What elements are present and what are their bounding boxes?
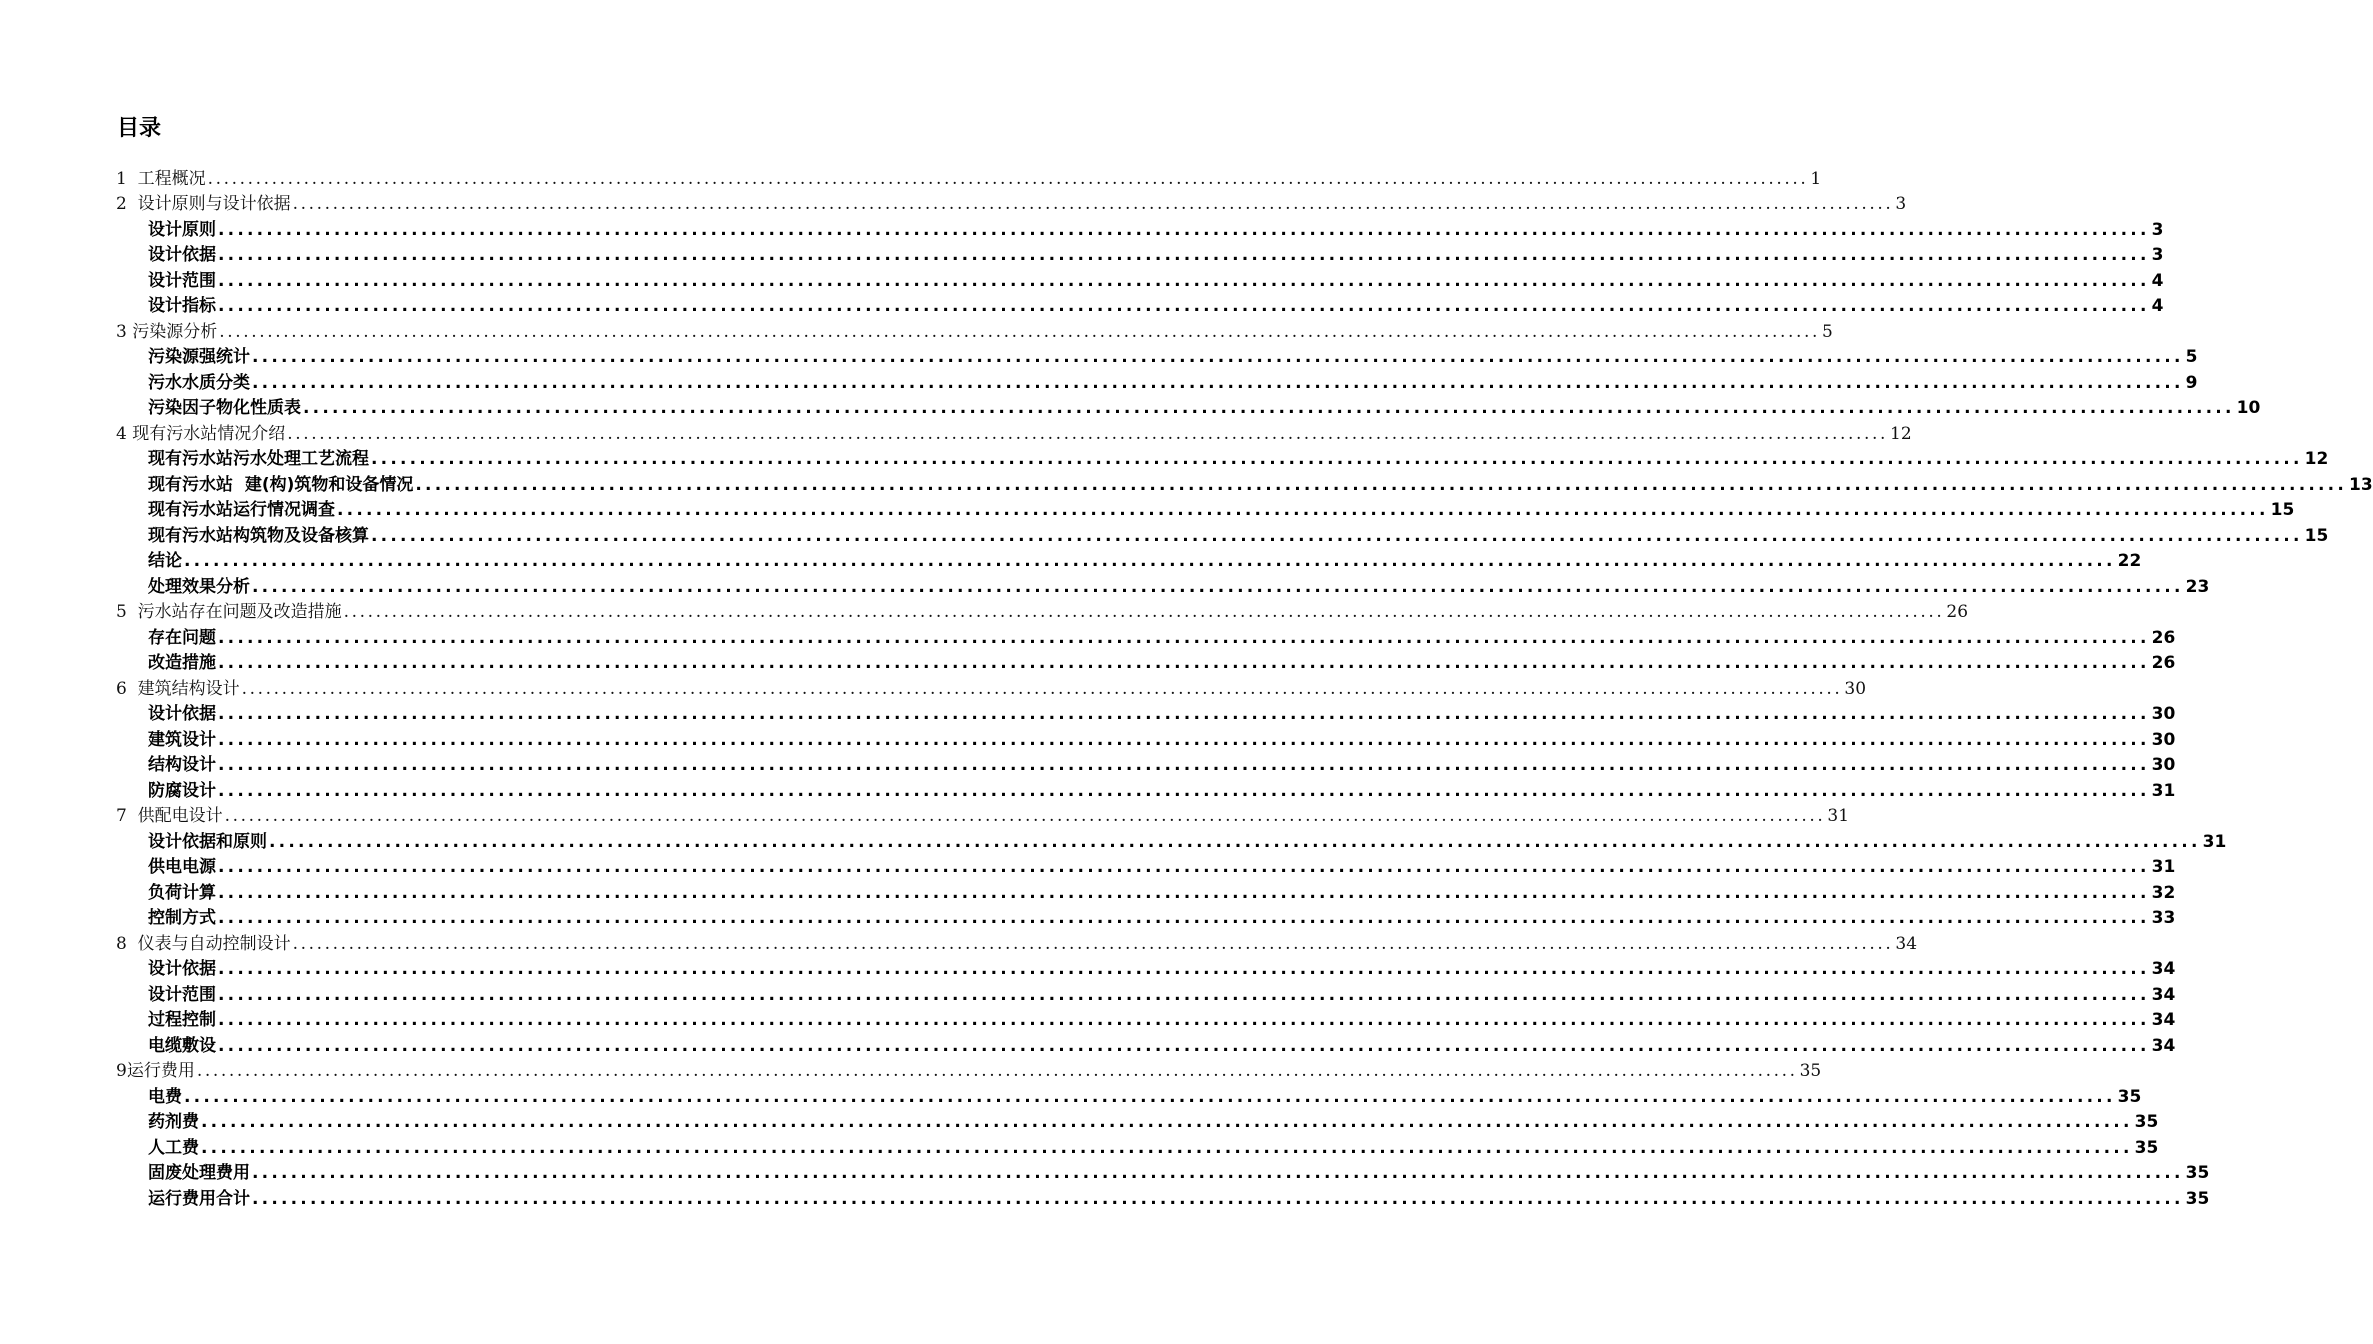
toc-page-number: 35 xyxy=(2117,1086,2142,1107)
toc-dot-leader: ........................................................................................................................................................................................................ xyxy=(218,984,2150,1005)
toc-page-number: 26 xyxy=(1946,602,1969,622)
toc-entry-label: 设计依据 xyxy=(148,959,216,979)
toc-page-number: 31 xyxy=(2151,780,2176,801)
toc-chapter-entry[interactable] xyxy=(0,1058,1822,1084)
toc-page-number: 34 xyxy=(1895,933,1918,954)
toc-section-entry[interactable] xyxy=(0,344,2198,370)
toc-dot-leader: ........................................................................................................................................................................................................ xyxy=(371,449,2303,469)
toc-chapter-entry[interactable] xyxy=(0,599,1969,625)
toc-dot-leader: ........................................................................................................................................................................................................ xyxy=(218,704,2150,724)
toc-entry-label: 防腐设计 xyxy=(148,780,216,801)
toc-dot-leader: ........................................................................................................................................................................................................ xyxy=(218,908,2150,928)
toc-dot-leader: ........................................................................................................................................................................................................ xyxy=(343,602,1945,622)
toc-dot-leader: ........................................................................................................................................................................................................ xyxy=(218,1010,2150,1030)
toc-dot-leader: ........................................................................................................................................................................................................ xyxy=(218,1035,2150,1056)
toc-dot-leader: ........................................................................................................................................................................................................ xyxy=(218,245,2150,265)
toc-page-number: 32 xyxy=(2151,882,2176,903)
toc-entry-label: 改造措施 xyxy=(148,653,216,673)
toc-dot-leader: ........................................................................................................................................................................................................ xyxy=(252,576,2184,597)
toc-entry-label: 结论 xyxy=(148,551,182,571)
toc-dot-leader: ........................................................................................................................................................................................................ xyxy=(252,1188,2184,1209)
toc-dot-leader: ........................................................................................................................................................................................................ xyxy=(218,755,2150,775)
toc-chapter-entry[interactable] xyxy=(0,191,1907,217)
toc-page-number: 9 xyxy=(2185,372,2198,393)
toc-page-number: 34 xyxy=(2151,959,2176,979)
toc-page-number: 1 xyxy=(1810,168,1822,189)
toc-section-entry[interactable] xyxy=(0,752,2176,778)
toc-entry-label: 控制方式 xyxy=(148,908,216,928)
toc-dot-leader: ........................................................................................................................................................................................................ xyxy=(303,398,2235,418)
toc-chapter-entry[interactable] xyxy=(0,420,1912,446)
toc-section-entry[interactable] xyxy=(0,828,2227,854)
toc-dot-leader: ........................................................................................................................................................................................................ xyxy=(292,933,1894,954)
toc-section-entry[interactable] xyxy=(0,497,2295,523)
toc-entry-label: 污染因子物化性质表 xyxy=(148,398,301,418)
toc-entry-label: 过程控制 xyxy=(148,1010,216,1030)
toc-entry-label: 污染源强统计 xyxy=(148,347,250,367)
toc-entry-label: 设计范围 xyxy=(148,270,216,291)
toc-section-entry[interactable] xyxy=(0,1185,2210,1211)
toc-dot-leader: ........................................................................................................................................................................................................ xyxy=(218,296,2150,316)
toc-entry-label: 供电电源 xyxy=(148,857,216,877)
toc-entry-label: 设计依据 xyxy=(148,245,216,265)
toc-entry-label: 存在问题 xyxy=(148,627,216,648)
toc-entry-label: 6 建筑结构设计 xyxy=(116,678,240,699)
toc-entry-label: 现有污水站构筑物及设备核算 xyxy=(148,525,369,546)
toc-section-entry[interactable] xyxy=(0,956,2176,982)
toc-entry-label: 结构设计 xyxy=(148,755,216,775)
toc-entry-label: 人工费 xyxy=(148,1137,199,1158)
toc-page-number: 30 xyxy=(1844,678,1867,699)
toc-page-number: 31 xyxy=(2151,857,2176,877)
toc-entry-label: 药剂费 xyxy=(148,1112,199,1132)
toc-entry-label: 电费 xyxy=(148,1086,182,1107)
toc-entry-label: 3 污染源分析 xyxy=(116,321,218,342)
toc-page-number: 12 xyxy=(2304,449,2329,469)
toc-dot-leader: ........................................................................................................................................................................................................ xyxy=(224,806,1826,826)
toc-entry-label: 污水水质分类 xyxy=(148,372,250,393)
toc-section-entry[interactable] xyxy=(0,267,2164,293)
toc-section-entry[interactable] xyxy=(0,548,2142,574)
toc-dot-leader: ........................................................................................................................................................................................................ xyxy=(201,1112,2133,1132)
toc-dot-leader: ........................................................................................................................................................................................................ xyxy=(252,347,2184,367)
toc-page-number: 34 xyxy=(2151,1010,2176,1030)
toc-page-number: 30 xyxy=(2151,729,2176,750)
toc-section-entry[interactable] xyxy=(0,1134,2159,1160)
toc-page-number: 35 xyxy=(2134,1137,2159,1158)
toc-entry-label: 2 设计原则与设计依据 xyxy=(116,194,291,214)
toc-page-number: 15 xyxy=(2304,525,2329,546)
toc-entry-label: 建筑设计 xyxy=(148,729,216,750)
toc-page-number: 3 xyxy=(1895,194,1907,214)
toc-entry-label: 现有污水站 建(构)筑物和设备情况 xyxy=(148,474,414,495)
toc-dot-leader: ........................................................................................................................................................................................................ xyxy=(415,474,2347,495)
toc-entry-label: 现有污水站运行情况调查 xyxy=(148,500,335,520)
toc-page-number: 30 xyxy=(2151,755,2176,775)
toc-section-entry[interactable] xyxy=(0,905,2176,931)
toc-entry-label: 设计依据和原则 xyxy=(148,831,267,852)
toc-dot-leader: ........................................................................................................................................................................................................ xyxy=(241,678,1843,699)
toc-dot-leader: ........................................................................................................................................................................................................ xyxy=(218,729,2150,750)
toc-dot-leader: ........................................................................................................................................................................................................ xyxy=(218,780,2150,801)
toc-section-entry[interactable] xyxy=(0,777,2176,803)
toc-section-entry[interactable] xyxy=(0,369,2198,395)
toc-section-entry[interactable] xyxy=(0,1007,2176,1033)
toc-chapter-entry[interactable] xyxy=(0,165,1822,191)
toc-page-number: 34 xyxy=(2151,1035,2176,1056)
toc-entry-label: 5 污水站存在问题及改造措施 xyxy=(116,602,342,622)
toc-page-number: 3 xyxy=(2151,219,2164,240)
toc-dot-leader: ........................................................................................................................................................................................................ xyxy=(218,959,2150,979)
toc-chapter-entry[interactable] xyxy=(0,930,1918,956)
toc-section-entry[interactable] xyxy=(0,242,2164,268)
toc-dot-leader: ........................................................................................................................................................................................................ xyxy=(218,270,2150,291)
toc-section-entry[interactable] xyxy=(0,446,2329,472)
toc-page-number: 22 xyxy=(2117,551,2142,571)
toc-section-entry[interactable] xyxy=(0,1109,2159,1135)
toc-entry-label: 设计范围 xyxy=(148,984,216,1005)
toc-dot-leader: ........................................................................................................................................................................................................ xyxy=(337,500,2269,520)
toc-entry-label: 设计原则 xyxy=(148,219,216,240)
toc-dot-leader: ........................................................................................................................................................................................................ xyxy=(219,321,1820,342)
toc-section-entry[interactable] xyxy=(0,854,2176,880)
toc-page-number: 35 xyxy=(2185,1163,2210,1183)
toc-entry-label: 4 现有污水站情况介绍 xyxy=(116,423,286,444)
toc-page-number: 33 xyxy=(2151,908,2176,928)
toc-page-number: 26 xyxy=(2151,627,2176,648)
toc-page-number: 35 xyxy=(1799,1061,1822,1081)
toc-section-entry[interactable] xyxy=(0,726,2176,752)
toc-entry-label: 1 工程概况 xyxy=(116,168,206,189)
toc-page-number: 10 xyxy=(2236,398,2261,418)
toc-page-number: 5 xyxy=(1822,321,1833,342)
toc-dot-leader: ........................................................................................................................................................................................................ xyxy=(218,653,2150,673)
toc-page-number: 31 xyxy=(1827,806,1850,826)
toc-page-number: 35 xyxy=(2185,1188,2210,1209)
toc-entry-label: 7 供配电设计 xyxy=(116,806,223,826)
toc-dot-leader: ........................................................................................................................................................................................................ xyxy=(252,372,2184,393)
toc-entry-label: 电缆敷设 xyxy=(148,1035,216,1056)
toc-page-number: 5 xyxy=(2185,347,2198,367)
toc-entry-label: 现有污水站污水处理工艺流程 xyxy=(148,449,369,469)
toc-section-entry[interactable] xyxy=(0,395,2261,421)
toc-page-number: 34 xyxy=(2151,984,2176,1005)
toc-section-entry[interactable] xyxy=(0,471,2373,497)
toc-page-number: 4 xyxy=(2151,270,2164,291)
toc-page-number: 30 xyxy=(2151,704,2176,724)
toc-chapter-entry[interactable] xyxy=(0,803,1850,829)
toc-section-entry[interactable] xyxy=(0,981,2176,1007)
toc-entry-label: 运行费用合计 xyxy=(148,1188,250,1209)
toc-entry-label: 8 仪表与自动控制设计 xyxy=(116,933,291,954)
toc-dot-leader: ........................................................................................................................................................................................................ xyxy=(269,831,2201,852)
toc-page-number: 12 xyxy=(1890,423,1912,444)
toc-section-entry[interactable] xyxy=(0,1083,2142,1109)
toc-page-number: 35 xyxy=(2134,1112,2159,1132)
toc-section-entry[interactable] xyxy=(0,650,2176,676)
toc-dot-leader: ........................................................................................................................................................................................................ xyxy=(218,882,2150,903)
toc-section-entry[interactable] xyxy=(0,624,2176,650)
toc-page-number: 23 xyxy=(2185,576,2210,597)
toc-page-number: 26 xyxy=(2151,653,2176,673)
toc-dot-leader: ........................................................................................................................................................................................................ xyxy=(371,525,2303,546)
toc-section-entry[interactable] xyxy=(0,216,2164,242)
toc-dot-leader: ........................................................................................................................................................................................................ xyxy=(207,168,1809,189)
toc-section-entry[interactable] xyxy=(0,293,2164,319)
toc-dot-leader: ........................................................................................................................................................................................................ xyxy=(287,423,1888,444)
toc-dot-leader: ........................................................................................................................................................................................................ xyxy=(218,857,2150,877)
toc-section-entry[interactable] xyxy=(0,573,2210,599)
toc-page-number: 15 xyxy=(2270,500,2295,520)
toc-entry-label: 9运行费用 xyxy=(116,1061,195,1081)
toc-section-entry[interactable] xyxy=(0,701,2176,727)
toc-dot-leader: ........................................................................................................................................................................................................ xyxy=(196,1061,1798,1081)
toc-dot-leader: ........................................................................................................................................................................................................ xyxy=(201,1137,2133,1158)
toc-section-entry[interactable] xyxy=(0,1032,2176,1058)
toc-entry-label: 设计依据 xyxy=(148,704,216,724)
toc-page-number: 31 xyxy=(2202,831,2227,852)
toc-section-entry[interactable] xyxy=(0,879,2176,905)
toc-entry-label: 负荷计算 xyxy=(148,882,216,903)
toc-page-number: 13 xyxy=(2349,474,2373,495)
toc-chapter-entry[interactable] xyxy=(0,675,1867,701)
toc-page-number: 4 xyxy=(2151,296,2164,316)
table-of-contents xyxy=(0,165,2373,1211)
toc-section-entry[interactable] xyxy=(0,522,2329,548)
toc-dot-leader: ........................................................................................................................................................................................................ xyxy=(184,1086,2116,1107)
toc-page-number: 3 xyxy=(2151,245,2164,265)
toc-entry-label: 处理效果分析 xyxy=(148,576,250,597)
toc-dot-leader: ........................................................................................................................................................................................................ xyxy=(218,219,2150,240)
toc-dot-leader: ........................................................................................................................................................................................................ xyxy=(184,551,2116,571)
toc-dot-leader: ........................................................................................................................................................................................................ xyxy=(252,1163,2184,1183)
toc-chapter-entry[interactable] xyxy=(0,318,1833,344)
toc-title: 目录 xyxy=(117,116,162,141)
toc-section-entry[interactable] xyxy=(0,1160,2210,1186)
toc-entry-label: 固废处理费用 xyxy=(148,1163,250,1183)
toc-dot-leader: ........................................................................................................................................................................................................ xyxy=(292,194,1894,214)
toc-entry-label: 设计指标 xyxy=(148,296,216,316)
toc-dot-leader: ........................................................................................................................................................................................................ xyxy=(218,627,2150,648)
